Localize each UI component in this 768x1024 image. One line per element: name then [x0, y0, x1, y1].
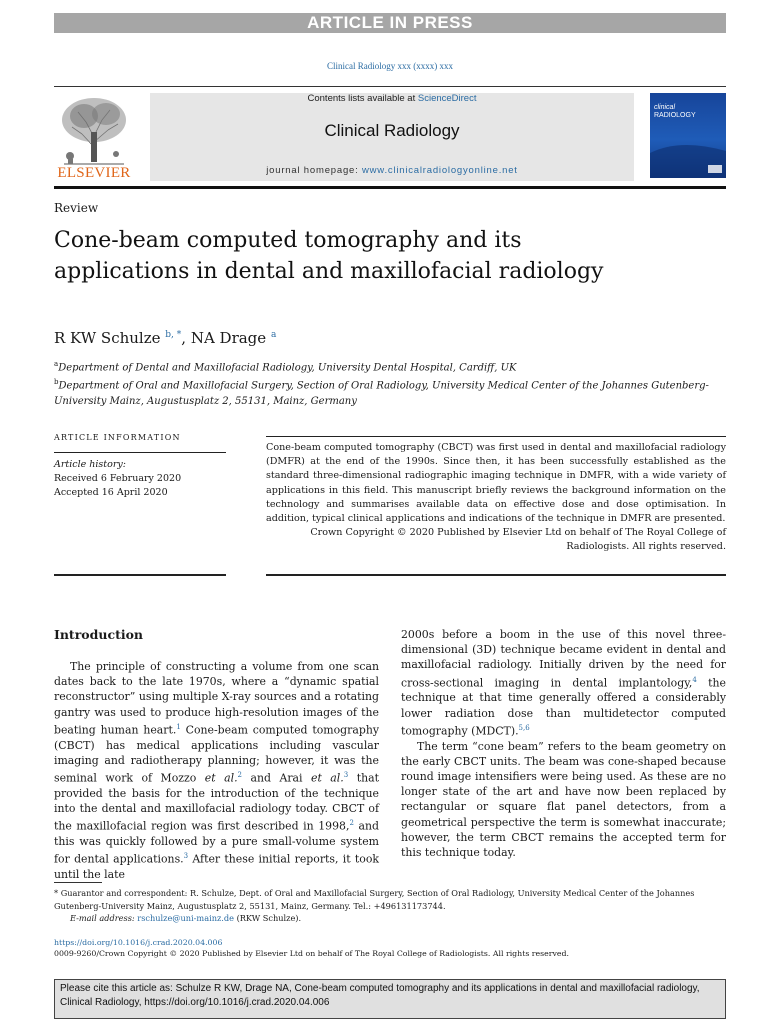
affiliation-marker: b: [54, 378, 59, 387]
reference-link[interactable]: 2: [349, 819, 354, 828]
author-list: [54, 329, 276, 347]
header-bottom-rule: [54, 186, 726, 189]
reference-link[interactable]: 3: [343, 771, 349, 780]
cover-line2: RADIOLOGY: [654, 112, 696, 119]
abstract-copyright: Crown Copyright © 2020 Published by Elsevier Ltd on behalf of The Royal College of Radiologists. All rights reserved.: [310, 527, 726, 553]
author-affiliation-marker[interactable]: b, *: [165, 330, 182, 340]
body-column-left: [54, 659, 379, 882]
body-paragraph: The term “cone beam” refers to the beam geometry on the early CBCT units. The beam was cone-shaped because round image intensifiers were being used. As these are no longer state of the art and have now been replaced by rectangular or square flat panel detectors, from a geometrical perspective the term is somewhat inaccurate; however, the term CBCT remains the accepted term for this technique today.: [401, 739, 726, 860]
sciencedirect-link[interactable]: ScienceDirect: [417, 93, 477, 104]
info-rule: [54, 574, 226, 576]
affiliations: [54, 357, 734, 409]
author-separator: ,: [181, 329, 191, 347]
elsevier-wordmark: ELSEVIER: [57, 165, 131, 181]
footnote-line: [54, 887, 726, 912]
abstract-text: Cone-beam computed tomography (CBCT) was first used in dental and maxillofacial radiology (DMFR) at the end of the 1990s. Since then, it has been successfully established as the standard three-dimensional radiographic imaging technique in DMFR, with a wide variety of applications in this field. This manuscript briefly reviews the background information on the technology and summarises available data on effective dose and dose optimisation. In addition, typical clinical applications and indications of the technique in DMFR are presented.: [266, 442, 726, 525]
affiliation-marker: a: [54, 360, 59, 368]
article-in-press-banner: ARTICLE IN PRESS: [54, 13, 726, 33]
author-name: R KW Schulze: [54, 329, 161, 347]
doi-link[interactable]: https://doi.org/10.1016/j.crad.2020.04.006: [54, 938, 223, 947]
paragraph-text: and this was quickly followed by a pure small-volume system for dental applications.: [54, 819, 379, 866]
reference-link[interactable]: 1: [176, 722, 181, 731]
et-al: et al.: [311, 771, 344, 785]
footnote-rule: [54, 882, 102, 883]
journal-reference-link[interactable]: Clinical Radiology xxx (xxxx) xxx: [327, 61, 453, 71]
section-heading-introduction: Introduction: [54, 627, 144, 642]
article-type: Review: [54, 201, 99, 215]
history-label: Article history:: [54, 459, 126, 470]
journal-name: Clinical Radiology: [324, 121, 460, 140]
cover-title: [654, 104, 696, 120]
homepage-link[interactable]: www.clinicalradiologyonline.net: [361, 165, 518, 176]
paragraph-text: The principle of constructing a volume from one scan dates back to the late 1970s, where a “dynamic spatial reconstructor” using multiple X-ray sources and a rotating gantry was used to produce high-resolution images of the beating human heart.: [54, 660, 379, 737]
author-affiliation-marker[interactable]: a: [270, 330, 277, 340]
reference-link[interactable]: 3: [183, 852, 189, 861]
contents-line: [150, 93, 634, 104]
paragraph-text: Cone-beam computed tomography (CBCT) has medical applications including vascular imaging and radiotherapy planning; however, it was the seminal work of Mozzo: [54, 723, 379, 785]
reference-link[interactable]: 4: [692, 675, 697, 684]
paragraph-text: and Arai: [242, 771, 311, 785]
affiliation-item: [54, 357, 734, 375]
abstract-rule: [266, 574, 726, 576]
correspondence-footnote: [54, 887, 726, 925]
email-link[interactable]: rschulze@uni-mainz.de: [137, 913, 234, 923]
homepage-prefix: journal homepage:: [266, 165, 362, 176]
article-info-heading: ARTICLE INFORMATION: [54, 433, 181, 442]
citation-text: Please cite this article as: Schulze R KW, Drage NA, Cone-beam computed tomography and its applications in dental and maxillofacial radiology, Clinical Radiology, https://doi.org/10.1016/j.crad.2020.04.006: [60, 983, 700, 1008]
paragraph-text: 2000s before a boom in the use of this novel three-dimensional (3D) technique became evident in dental and maxillofacial radiology. Initially driven by the need for cross-sectional imaging in dental implantology,: [401, 628, 726, 690]
author-name: NA Drage: [190, 329, 267, 347]
body-paragraph: [54, 659, 379, 882]
paragraph-text: the technique at that time generally offered a considerably lower radiation dose than multidetector computed tomography (MDCT).: [401, 676, 726, 738]
footnote-email-line: [54, 912, 726, 925]
email-label: E-mail address:: [70, 913, 135, 923]
accepted-date: Accepted 16 April 2020: [54, 487, 168, 498]
contents-prefix: Contents lists available at: [307, 93, 418, 104]
et-al: et al.: [204, 771, 238, 785]
footnote-text: Guarantor and correspondent: R. Schulze, Dept. of Oral and Maxillofacial Surgery, Section of Oral Radiology, University Medical Center of the Johannes Gutenberg-University Mainz, Augustusplatz 2, 55131, Mainz, Germany. Tel.: +496131173744.: [54, 888, 695, 911]
cover-line1: clinical: [654, 104, 676, 111]
received-date: Received 6 February 2020: [54, 473, 182, 484]
footnote-marker: *: [54, 888, 59, 898]
article-title: Cone-beam computed tomography and its applications in dental and maxillofacial radiology: [54, 228, 604, 284]
body-paragraph: [401, 627, 726, 739]
affiliation-item: [54, 375, 734, 408]
header-top-rule: [54, 86, 726, 87]
reference-link[interactable]: 5,6: [518, 723, 530, 732]
paragraph-text: that provided the basis for the introduction of the technique into the dental and maxillofacial radiology today. CBCT of the maxillofacial region was first described in 1998,: [54, 771, 379, 833]
affiliation-text: Department of Oral and Maxillofacial Surgery, Section of Oral Radiology, University Medical Center of the Johannes Gutenberg-University Mainz, Augustusplatz 2, 55131, Mainz, Germany: [54, 380, 709, 407]
affiliation-text: Department of Dental and Maxillofacial Radiology, University Dental Hospital, Cardiff, UK: [58, 362, 517, 374]
reference-link[interactable]: 2: [237, 771, 243, 780]
homepage-line: [150, 165, 634, 176]
abstract-rule: [266, 436, 726, 437]
article-history: [54, 458, 181, 500]
paragraph-text: After these initial reports, it took until the late: [54, 852, 379, 882]
info-rule: [54, 452, 226, 453]
issn-copyright: 0009-9260/Crown Copyright © 2020 Published by Elsevier Ltd on behalf of The Royal College of Radiologists. All rights reserved.: [54, 949, 569, 958]
email-suffix: (RKW Schulze).: [233, 913, 302, 923]
body-column-right: [401, 627, 726, 860]
